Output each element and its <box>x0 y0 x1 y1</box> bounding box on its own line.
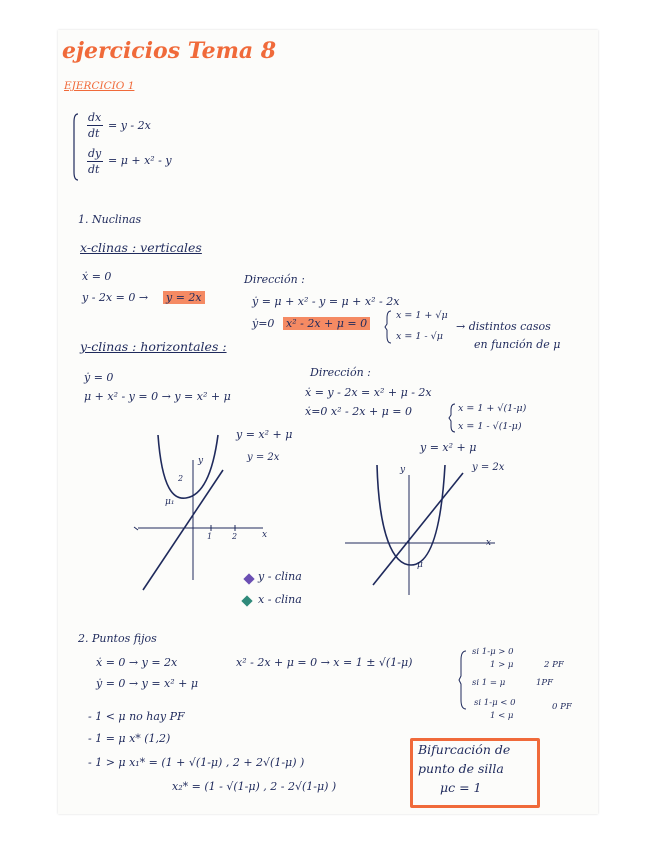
case3b: 1 < μ <box>490 711 514 721</box>
roots-brace <box>384 310 394 344</box>
roots2-brace <box>448 403 458 433</box>
graph1-mu-label: μ₁ <box>165 497 175 507</box>
graph2-parab-label: y = x² + μ <box>420 441 477 454</box>
graph1-parabola <box>158 435 218 498</box>
eq1-num: dx <box>88 111 102 124</box>
direccion-label: Dirección : <box>244 273 305 286</box>
x-clinas-heading: x-clinas : verticales <box>80 240 202 255</box>
graph1-tick-2: 2 <box>232 532 238 541</box>
cases-brace <box>458 650 468 710</box>
case2-result: 1PF <box>536 678 554 688</box>
x-result-highlight: y = 2x <box>163 291 205 304</box>
eq2-num: dy <box>88 147 102 160</box>
pf-eq2: ẏ = 0 → y = x² + μ <box>96 677 199 690</box>
root-1: x = 1 + √μ <box>396 310 448 321</box>
arrow-text: → distintos casos <box>456 320 551 333</box>
root-3: x = 1 + √(1-μ) <box>458 403 527 414</box>
dir-eq2-highlight: x² - 2x + μ = 0 <box>283 317 370 330</box>
case3-result: 0 PF <box>552 702 572 712</box>
y-eq1: ẏ = 0 <box>84 371 114 384</box>
graph2-line-label: y = 2x <box>472 462 505 473</box>
case1-result: 2 PF <box>544 660 564 670</box>
bullet-1: - 1 < μ no hay PF <box>88 710 185 723</box>
bullet-4: x₂* = (1 - √(1-μ) , 2 - 2√(1-μ) ) <box>172 780 337 793</box>
system-brace <box>72 112 82 182</box>
graph1-parab-label: y = x² + μ <box>236 428 293 441</box>
y-clina-legend-label: y - clina <box>258 570 302 583</box>
bullet-3: - 1 > μ x₁* = (1 + √(1-μ) , 2 + 2√(1-μ) ) <box>88 756 305 769</box>
bullet-2: - 1 = μ x* (1,2) <box>88 732 171 745</box>
x-eq1: ẋ = 0 <box>82 270 112 283</box>
case3: si 1-μ < 0 <box>474 698 516 708</box>
dir-eq2-prefix: ẏ=0 <box>252 317 275 330</box>
page-title: ejercicios Tema 8 <box>62 38 277 64</box>
casos-text: en función de μ <box>474 338 561 351</box>
root-4: x = 1 - √(1-μ) <box>458 421 522 432</box>
box-line-2: punto de silla <box>418 761 504 776</box>
eq1-rhs: = y - 2x <box>108 119 151 132</box>
eq2-fraction-bar <box>87 161 103 162</box>
y-eq2: μ + x² - y = 0 → y = x² + μ <box>84 390 231 403</box>
pf-eq1: ẋ = 0 → y = 2x <box>96 656 178 669</box>
graph1-axis-y: y <box>198 456 204 466</box>
graph-2 <box>345 455 505 605</box>
eq1-den: dt <box>88 127 100 140</box>
section2-heading: 2. Puntos fijos <box>78 632 157 645</box>
eq2-den: dt <box>88 163 100 176</box>
dir2-eq1: ẋ = y - 2x = x² + μ - 2x <box>305 386 432 399</box>
dir-eq1: ẏ = μ + x² - y = μ + x² - 2x <box>252 295 400 308</box>
pf-eq3: x² - 2x + μ = 0 → x = 1 ± √(1-μ) <box>236 656 413 669</box>
graph1-line-label: y = 2x <box>247 452 280 463</box>
dir2-eq2: ẋ=0 x² - 2x + μ = 0 <box>305 405 413 418</box>
section1-heading: 1. Nuclinas <box>78 213 142 226</box>
direccion2-label: Dirección : <box>310 366 371 379</box>
y-clinas-heading: y-clinas : horizontales : <box>80 339 227 354</box>
eq1-fraction-bar <box>87 125 103 126</box>
case1: si 1-μ > 0 <box>472 647 514 657</box>
box-line-1: Bifurcación de <box>418 742 511 757</box>
root-2: x = 1 - √μ <box>396 331 443 342</box>
graph2-parabola <box>377 465 445 565</box>
graph1-tick-1: 1 <box>207 532 213 541</box>
graph2-axis-y: y <box>400 465 406 475</box>
exercise-label: EJERCICIO 1 <box>64 80 135 92</box>
graph1-axis-x: x <box>262 530 268 540</box>
graph2-mu-label: μ <box>417 560 423 570</box>
x-eq2: y - 2x = 0 → <box>82 291 149 304</box>
x-clina-legend-label: x - clina <box>258 593 302 606</box>
graph1-tick-y2: 2 <box>178 474 184 483</box>
eq2-rhs: = μ + x² - y <box>108 154 172 167</box>
graph2-axis-x: x <box>486 538 492 548</box>
case2: si 1 = μ <box>472 678 506 688</box>
box-line-3: μc = 1 <box>440 780 482 795</box>
case1b: 1 > μ <box>490 660 514 670</box>
